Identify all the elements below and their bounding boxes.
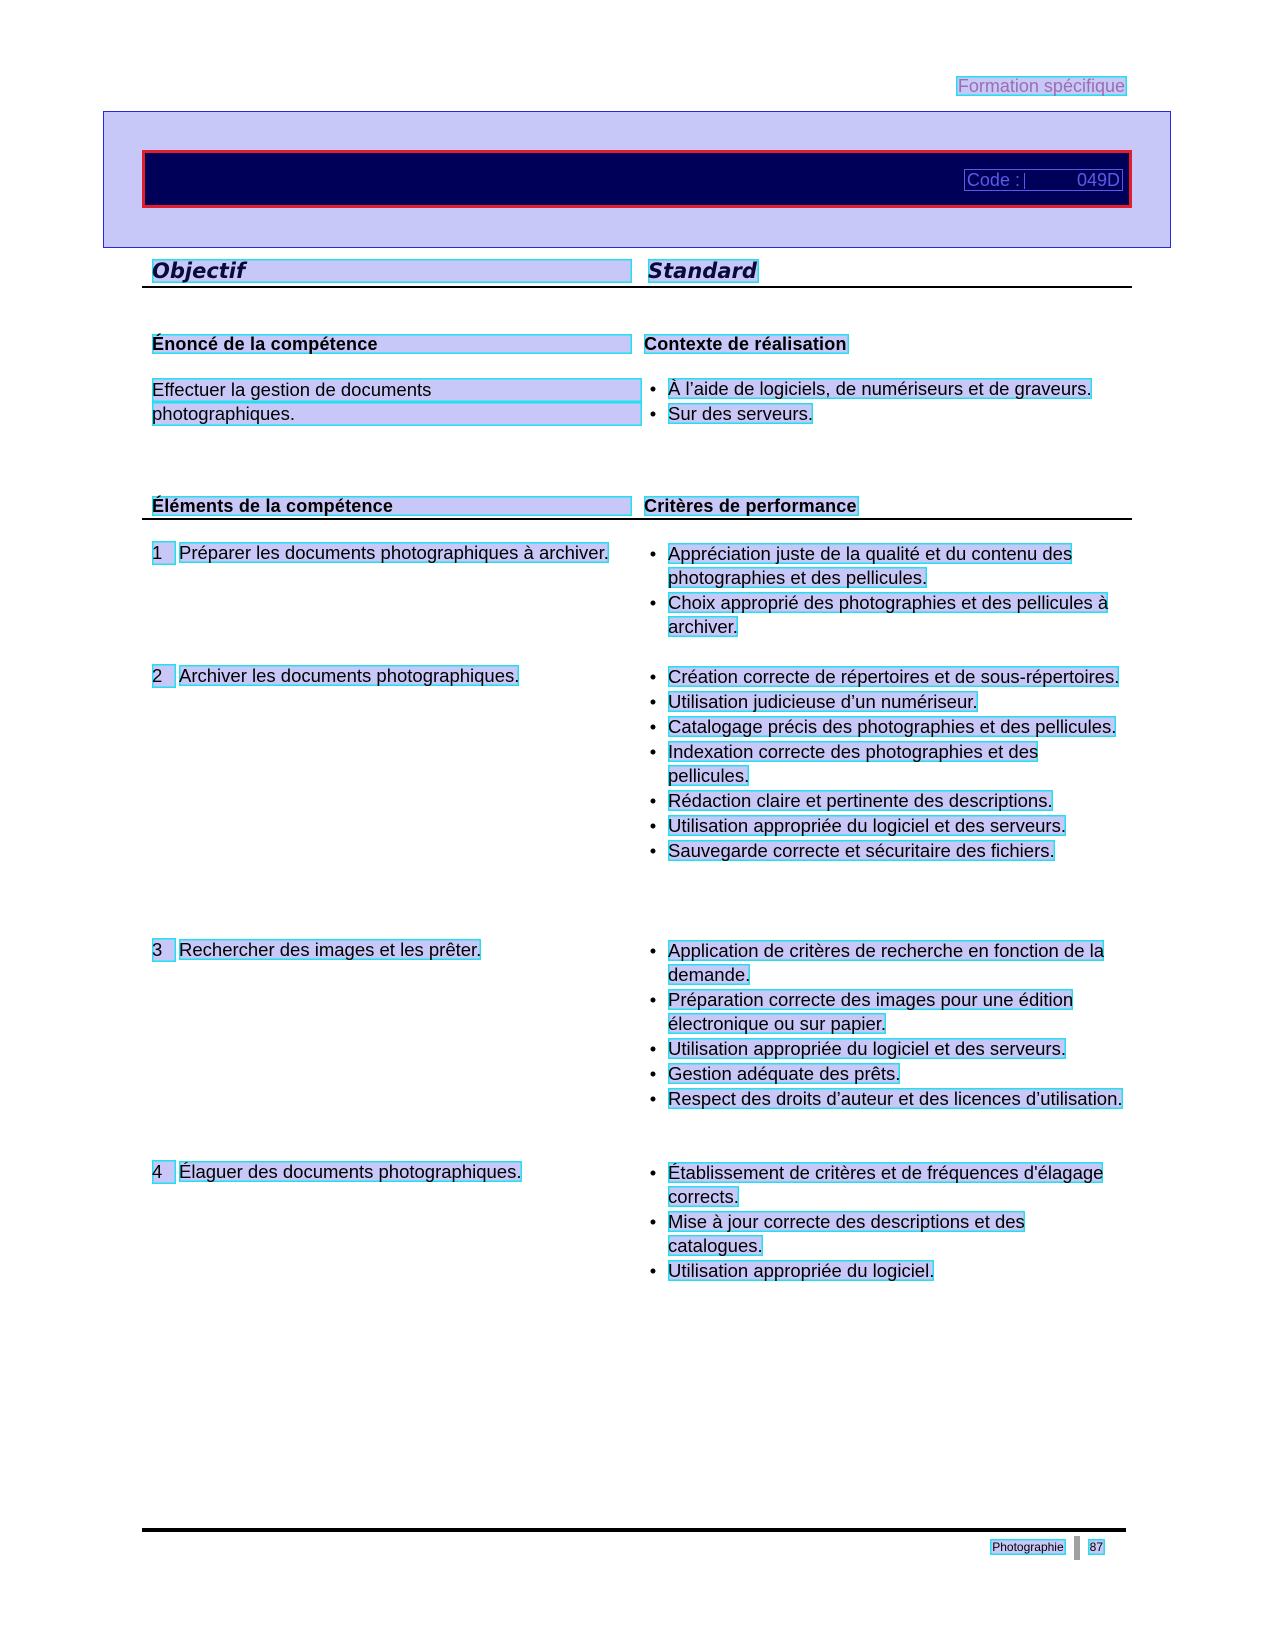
list-item: • Rédaction claire et pertinente des descriptions. bbox=[644, 789, 1124, 813]
section-title-enonce: Énoncé de la compétence bbox=[152, 334, 632, 354]
footer-divider bbox=[142, 1528, 1126, 1532]
page-number: 87 bbox=[1089, 1540, 1103, 1555]
code-value: 049D bbox=[1076, 170, 1120, 190]
element-text: Rechercher des images et les prêter. bbox=[179, 939, 482, 960]
bullet-icon: • bbox=[649, 716, 657, 737]
element-text: Préparer les documents photographiques à archiver. bbox=[179, 542, 609, 563]
list-item: • Création correcte de répertoires et de sous-répertoires. bbox=[644, 665, 1124, 689]
code-label-text: Code : bbox=[966, 170, 1020, 190]
context-list bbox=[644, 377, 1124, 427]
element-text: Élaguer des documents photographiques. bbox=[179, 1161, 522, 1182]
element-number: 1 bbox=[152, 541, 176, 565]
section-title-criteres: Critères de performance bbox=[644, 496, 857, 516]
element-item bbox=[152, 664, 642, 688]
list-item: • Application de critères de recherche en fonction de la demande. bbox=[644, 939, 1124, 987]
bullet-icon: • bbox=[649, 940, 657, 961]
page-footer bbox=[990, 1536, 1105, 1560]
bullet-icon: • bbox=[649, 666, 657, 687]
column-header-standard: Standard bbox=[648, 259, 757, 283]
bullet-icon: • bbox=[649, 1038, 657, 1059]
list-item: • Établissement de critères et de fréquences d'élagage corrects. bbox=[644, 1161, 1124, 1209]
bullet-icon: • bbox=[649, 840, 657, 861]
list-item: • Appréciation juste de la qualité et du contenu des photographies et des pellicules. bbox=[644, 542, 1124, 590]
list-item: • Préparation correcte des images pour une édition électronique ou sur papier. bbox=[644, 988, 1124, 1036]
bullet-icon: • bbox=[649, 1162, 657, 1183]
bullet-icon: • bbox=[649, 403, 657, 424]
element-number: 3 bbox=[152, 938, 176, 962]
bullet-icon: • bbox=[649, 741, 657, 762]
column-header-objectif: Objectif bbox=[152, 259, 632, 283]
footer-program: Photographie bbox=[992, 1540, 1064, 1555]
bullet-icon: • bbox=[649, 815, 657, 836]
section-divider bbox=[142, 518, 1132, 520]
list-item: • Indexation correcte des photographies et des pellicules. bbox=[644, 740, 1124, 788]
element-number: 2 bbox=[152, 664, 176, 688]
competency-code-bar bbox=[142, 150, 1132, 208]
bullet-icon: • bbox=[649, 1063, 657, 1084]
bullet-icon: • bbox=[649, 378, 657, 399]
criteria-list bbox=[644, 939, 1124, 1112]
list-item: • À l’aide de logiciels, de numériseurs et de graveurs. bbox=[644, 377, 1124, 401]
bullet-icon: • bbox=[649, 790, 657, 811]
list-item: • Choix approprié des photographies et des pellicules à archiver. bbox=[644, 591, 1124, 639]
list-item: • Utilisation appropriée du logiciel et des serveurs. bbox=[644, 814, 1124, 838]
list-item: • Sauvegarde correcte et sécuritaire des fichiers. bbox=[644, 839, 1124, 863]
program-type-label: Formation spécifique bbox=[957, 76, 1125, 96]
list-item: • Utilisation appropriée du logiciel et des serveurs. bbox=[644, 1037, 1124, 1061]
element-item bbox=[152, 1160, 642, 1184]
footer-separator bbox=[1074, 1536, 1080, 1560]
bullet-icon: • bbox=[649, 1211, 657, 1232]
competency-statement bbox=[152, 378, 642, 426]
section-title-elements: Éléments de la compétence bbox=[152, 496, 632, 516]
bullet-icon: • bbox=[649, 989, 657, 1010]
element-number: 4 bbox=[152, 1160, 176, 1184]
criteria-list bbox=[644, 542, 1124, 640]
list-item: • Utilisation judicieuse d’un numériseur. bbox=[644, 690, 1124, 714]
code-separator bbox=[1024, 173, 1073, 189]
list-item: • Catalogage précis des photographies et des pellicules. bbox=[644, 715, 1124, 739]
bullet-icon: • bbox=[649, 592, 657, 613]
list-item: • Sur des serveurs. bbox=[644, 402, 1124, 426]
element-text: Archiver les documents photographiques. bbox=[179, 665, 520, 686]
bullet-icon: • bbox=[649, 1260, 657, 1281]
bullet-icon: • bbox=[649, 691, 657, 712]
header-divider bbox=[142, 286, 1132, 288]
list-item: • Gestion adéquate des prêts. bbox=[644, 1062, 1124, 1086]
competency-statement-line: photographiques. bbox=[152, 402, 642, 426]
competency-statement-line: Effectuer la gestion de documents bbox=[152, 378, 642, 402]
list-item: • Mise à jour correcte des descriptions et des catalogues. bbox=[644, 1210, 1124, 1258]
bullet-icon: • bbox=[649, 543, 657, 564]
element-item bbox=[152, 541, 642, 565]
bullet-icon: • bbox=[649, 1088, 657, 1109]
list-item: • Utilisation appropriée du logiciel. bbox=[644, 1259, 1124, 1283]
list-item: • Respect des droits d’auteur et des licences d’utilisation. bbox=[644, 1087, 1124, 1111]
criteria-list bbox=[644, 665, 1124, 864]
criteria-list bbox=[644, 1161, 1124, 1284]
competency-code bbox=[964, 169, 1123, 191]
element-item bbox=[152, 938, 642, 962]
section-title-contexte: Contexte de réalisation bbox=[644, 334, 847, 354]
